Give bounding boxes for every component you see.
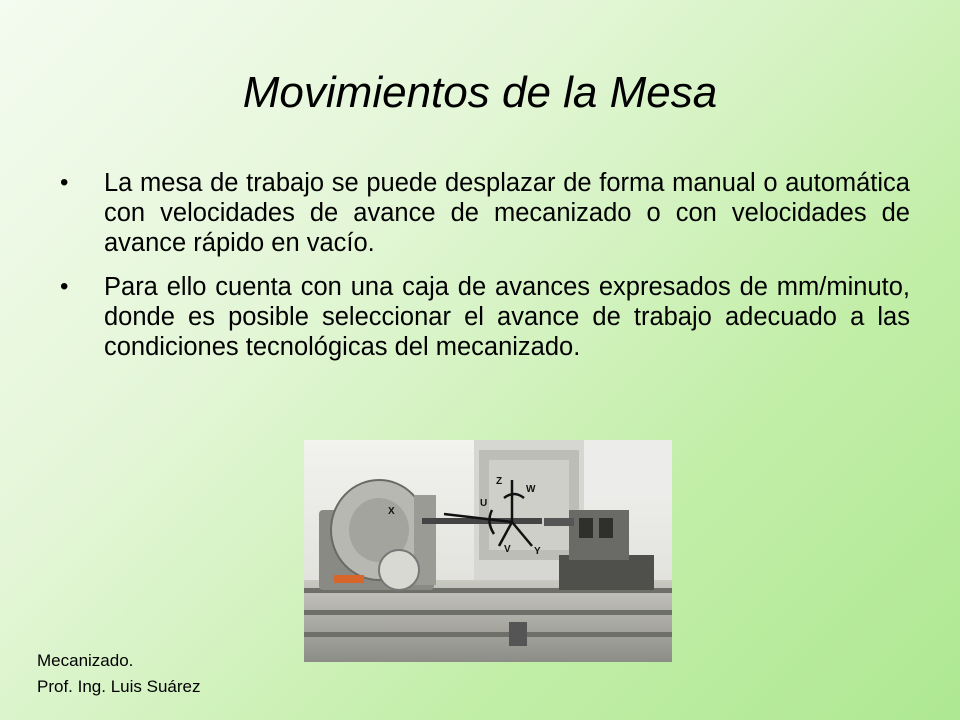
bullet-text: La mesa de trabajo se puede desplazar de forma manual o automática con velocidades de avance de mecanizado o con velocidades de avance rápido en vacío. bbox=[104, 169, 910, 257]
footer-credit bbox=[37, 648, 200, 700]
axis-label-x: X bbox=[388, 506, 395, 517]
milling-machine-illustration bbox=[304, 440, 672, 662]
axis-label-u: U bbox=[480, 498, 488, 509]
footer-author: Prof. Ing. Luis Suárez bbox=[37, 677, 201, 696]
axis-label-y: Y bbox=[534, 546, 541, 557]
bullet-list bbox=[60, 168, 910, 376]
slide-title: Movimientos de la Mesa bbox=[242, 68, 718, 117]
bullet-item bbox=[60, 168, 910, 258]
bullet-dot-icon: • bbox=[60, 273, 69, 300]
bullet-text: Para ello cuenta con una caja de avances expresados de mm/minuto, donde es posible seleccionar el avance de trabajo adecuado a las condiciones tecnológicas del mecanizado. bbox=[104, 273, 910, 361]
bullet-item bbox=[60, 272, 910, 362]
bullet-dot-icon: • bbox=[60, 169, 69, 196]
footer-course: Mecanizado. bbox=[37, 651, 134, 670]
milling-table-photo bbox=[304, 440, 672, 662]
axis-label-v: V bbox=[504, 544, 511, 555]
axis-label-z: Z bbox=[496, 476, 503, 487]
axis-label-w: W bbox=[526, 484, 536, 495]
